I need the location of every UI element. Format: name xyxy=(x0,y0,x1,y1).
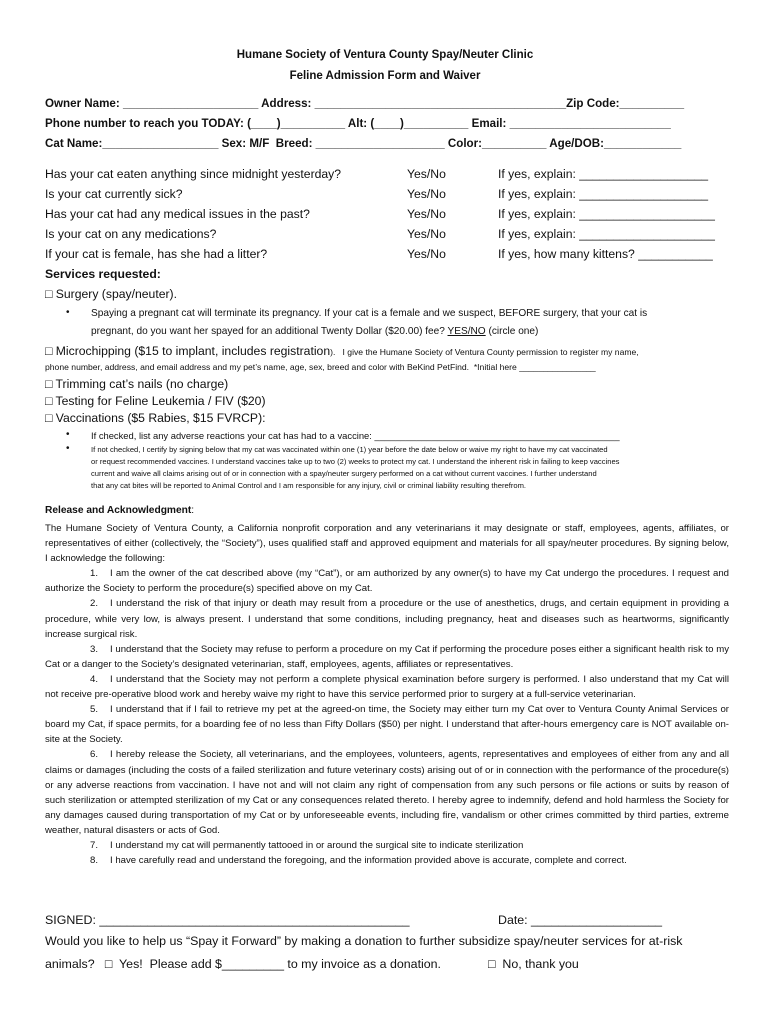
item-text: I understand my cat will permanently tattooed in or around the surgical site to indicate sterilization xyxy=(110,839,524,851)
bullet-icon: • xyxy=(66,443,70,454)
release-heading-colon: : xyxy=(191,505,195,516)
vaccinations-checkbox[interactable]: □ Vaccinations ($5 Rabies, $15 FVRCP): xyxy=(45,411,266,425)
microchip-permission-text: ). I give the Humane Society of Ventura County permission to register my name, xyxy=(330,347,639,357)
surgery-checkbox[interactable]: □ Surgery (spay/neuter). xyxy=(45,287,177,301)
vaccine-waiver-line: or request recommended vaccines. I understand vaccines take up to two (2) weeks to protect my cat. I understand the inherent risk in failing to keep vaccines xyxy=(91,457,620,466)
question-yes-no[interactable]: Yes/No xyxy=(407,227,446,241)
cat-info-row[interactable]: Cat Name:__________________ Sex: M/F Breed: ____________________ Color:__________ Age/DOB:____________ xyxy=(45,137,682,150)
phone-info-row[interactable]: Phone number to reach you TODAY: (____)__________ Alt: (____)__________ Email: _________________________ xyxy=(45,117,671,130)
donation-prompt: Would you like to help us “Spay it Forward” by making a donation to further subsidize spay/neuter services for at-risk xyxy=(45,934,683,948)
question-text: Is your cat currently sick? xyxy=(45,187,183,201)
bullet-icon: • xyxy=(66,307,70,318)
question-explain[interactable]: If yes, how many kittens? ___________ xyxy=(498,247,713,261)
vaccine-waiver-text xyxy=(91,444,731,492)
circle-one-note: (circle one) xyxy=(485,326,539,337)
release-item xyxy=(45,747,729,838)
item-text: I am the owner of the cat described above (my “Cat”), or am authorized by any owner(s) to have my Cat undergo the procedures. I request and authorize the Society to perform the procedure(s) specified above on my Cat. xyxy=(45,568,729,595)
form-title: Humane Society of Ventura County Spay/Neuter Clinic xyxy=(236,49,534,61)
question-yes-no[interactable]: Yes/No xyxy=(407,247,446,261)
bullet-icon: • xyxy=(66,429,70,440)
question-yes-no[interactable]: Yes/No xyxy=(407,207,446,221)
owner-info-row[interactable]: Owner Name: _____________________ Address: _______________________________________Zip Code:__________ xyxy=(45,97,685,110)
release-item xyxy=(45,838,729,853)
adverse-reactions-field[interactable]: If checked, list any adverse reactions your cat has had to a vaccine: _______________________________________________ xyxy=(91,430,620,441)
yes-no-circle[interactable]: YES/NO xyxy=(447,326,486,337)
item-text: I understand that the Society may not perform a complete physical examination before surgery is performed. I also understand that my Cat will not receive pre-operative blood work and hereby waive my right to have this service performed prior to surgery at a full-service veterinarian. xyxy=(45,673,729,701)
item-number: 2. xyxy=(90,598,99,610)
release-item xyxy=(45,566,729,596)
release-heading xyxy=(45,505,194,516)
question-explain[interactable]: If yes, explain: ___________________ xyxy=(498,167,709,181)
vaccine-waiver-line: If not checked, I certify by signing below that my cat was vaccinated within one (1) year before the date below or waive my right to have my cat vaccinated xyxy=(91,445,608,454)
question-yes-no[interactable]: Yes/No xyxy=(407,167,446,181)
release-item xyxy=(45,702,729,747)
item-number: 5. xyxy=(90,704,99,716)
date-field[interactable]: Date: ___________________ xyxy=(498,913,662,927)
question-text: Has your cat eaten anything since midnight yesterday? xyxy=(45,167,342,181)
release-item xyxy=(45,853,729,868)
item-number: 7. xyxy=(90,839,99,851)
microchipping-label: □ Microchipping ($15 to implant, includes registration xyxy=(45,344,331,358)
microchip-permission-line2[interactable]: phone number, address, and email address and my pet’s name, age, sex, breed and color with BeKind PetFind. *Initial here ________________ xyxy=(45,362,596,372)
release-item xyxy=(45,642,729,672)
form-subtitle: Feline Admission Form and Waiver xyxy=(289,70,481,82)
services-heading: Services requested: xyxy=(45,267,161,281)
release-intro: The Humane Society of Ventura County, a California nonprofit corporation and any veterinarians it may designate or staff, employees, agents, affiliates, or representatives of either (collectively, the “Society”), uses qualified staff and approved equipment and materials for all spay/neuter procedures. By signing below, I acknowledge the following: xyxy=(45,523,729,565)
question-explain[interactable]: If yes, explain: ____________________ xyxy=(498,207,715,221)
item-number: 4. xyxy=(90,673,99,685)
item-number: 1. xyxy=(90,568,99,580)
item-number: 8. xyxy=(90,855,99,867)
question-explain[interactable]: If yes, explain: ___________________ xyxy=(498,187,709,201)
question-text: If your cat is female, has she had a litter? xyxy=(45,247,268,261)
signature-field[interactable]: SIGNED: _____________________________________________ xyxy=(45,913,410,927)
donation-yes-option[interactable]: animals? □ Yes! Please add $_________ to my invoice as a donation. xyxy=(45,957,441,971)
item-text: I hereby release the Society, all veterinarians, and the employees, volunteers, agents, representatives and employees of either from any and all claims or damages (including the costs of a failed sterilization and future veterinary costs) arising out of or in connection with the performance of the procedure(s) or any adverse reactions from vaccination. I have not and will not claim any right of compensation from any such persons or file actions or suits by reason of such sterilization or attempted sterilization of my Cat or any consequences related thereto. I hereby agree to indemnify, defend and hold harmless the Society for any damages caused during transportation of my Cat or by unforeseeable events, including fire, vandalism or other crimes committed by third parties, extreme weather, natural disasters or acts of God. xyxy=(45,749,729,836)
question-text: Has your cat had any medical issues in the past? xyxy=(45,207,310,221)
item-number: 6. xyxy=(90,749,99,761)
release-body xyxy=(45,521,729,868)
item-text: I understand that if I fail to retrieve my pet at the agreed-on time, the Society may either turn my Cat over to Ventura County Animal Services or board my Cat, if space permits, for a boarding fee of no less than Fifty Dollars ($50) per night. I understand that after-hours emergency care is NOT available on-site at the Society. xyxy=(45,704,729,746)
pregnancy-notice: Spaying a pregnant cat will terminate its pregnancy. If your cat is a female and we suspect, BEFORE surgery, that your cat is xyxy=(91,308,648,319)
vaccine-waiver-line: current and waive all claims arising out of or in connection with a spay/neuter surgery performed on a cat without current vaccines. I further understand xyxy=(91,469,597,478)
pregnancy-question-text: pregnant, do you want her spayed for an additional Twenty Dollar ($20.00) fee? xyxy=(91,326,448,337)
question-text: Is your cat on any medications? xyxy=(45,227,217,241)
release-item xyxy=(45,596,729,641)
item-text: I understand that the Society may refuse to perform a procedure on my Cat if performing the procedure poses either a significant health risk to my Cat or a danger to the Society’s designated veterinarian, staff, employees, agents, affiliates or representatives. xyxy=(45,643,729,670)
vaccine-waiver-line: that any cat bites will be reported to Animal Control and I am responsible for any injury, civil or criminal liability resulting therefrom. xyxy=(91,481,527,490)
item-text: I have carefully read and understand the foregoing, and the information provided above is accurate, complete and correct. xyxy=(110,855,627,867)
microchipping-checkbox[interactable] xyxy=(45,344,639,358)
question-explain[interactable]: If yes, explain: ____________________ xyxy=(498,227,715,241)
question-yes-no[interactable]: Yes/No xyxy=(407,187,446,201)
nail-trim-checkbox[interactable]: □ Trimming cat’s nails (no charge) xyxy=(45,377,229,391)
release-item xyxy=(45,672,729,702)
release-heading-text: Release and Acknowledgment xyxy=(45,505,192,516)
pregnancy-question xyxy=(91,326,538,337)
item-number: 3. xyxy=(90,643,99,655)
item-text: I understand the risk of that injury or death may result from a procedure or the use of anesthetics, drugs, and certain equipment in providing a procedure, while very low, is always present. I understand that some conditions, including pregnancy, heat and diseases such as heartworms, significantly increase surgical risk. xyxy=(45,598,729,640)
donation-no-option[interactable]: □ No, thank you xyxy=(488,957,579,971)
felv-fiv-test-checkbox[interactable]: □ Testing for Feline Leukemia / FIV ($20) xyxy=(45,394,266,408)
